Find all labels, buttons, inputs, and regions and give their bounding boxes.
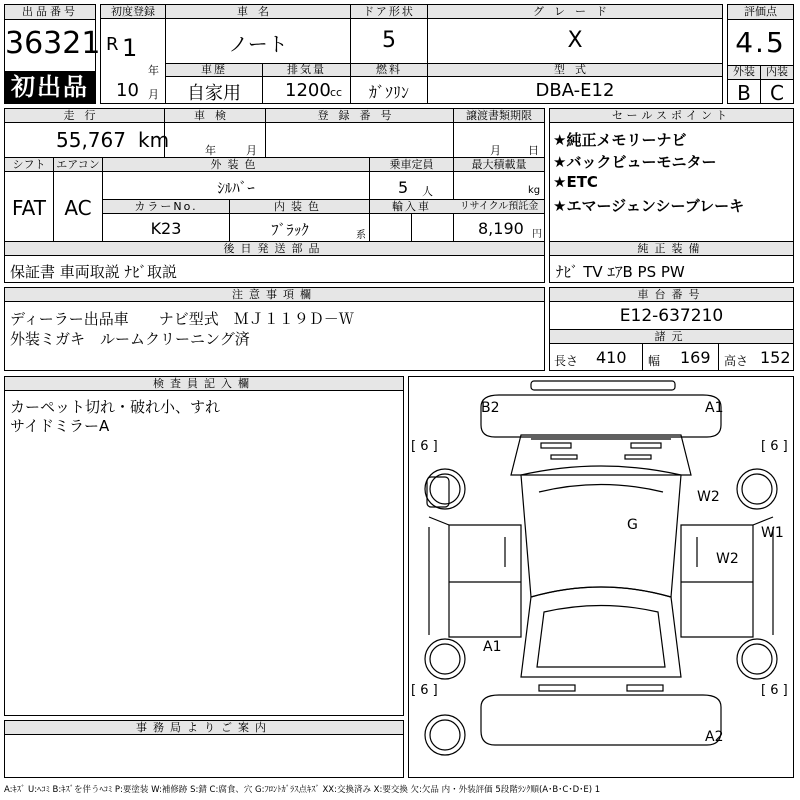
mark-w1: W1 <box>761 525 784 541</box>
max-load-label: 最大積載量 <box>471 158 527 171</box>
era: R <box>106 34 119 55</box>
lot-number-box <box>4 4 101 104</box>
mark-a1-front: A1 <box>705 400 724 416</box>
transfer-day-unit: 日 <box>528 144 539 157</box>
length: 410 <box>596 348 627 367</box>
transfer-label: 譲渡書類期限 <box>466 109 532 122</box>
mark-b2: B2 <box>481 400 500 416</box>
reg-number-label: 登録番号 <box>317 109 402 122</box>
capacity-label: 乗車定員 <box>389 158 434 171</box>
model-code: DBA-E12 <box>535 80 615 101</box>
notes-line-2: 外装ミガキ ルームクリーニング済 <box>10 330 250 348</box>
exterior-color: ｼﾙﾊﾞｰ <box>217 179 255 197</box>
int-label: 内装 <box>766 65 788 78</box>
mileage-unit: km <box>138 128 170 152</box>
lot-number-header: 出品番号 <box>5 5 95 20</box>
interior-color-suffix: 系 <box>356 230 366 241</box>
aircon-label: エアコン <box>56 158 100 171</box>
later-parts-label: 後日発送部品 <box>223 242 326 255</box>
tire-rl: [ 6 ] <box>411 683 438 698</box>
model-code-label: 型式 <box>554 63 596 76</box>
reg-month: 10 <box>116 80 139 101</box>
exterior-color-label: 外装色 <box>210 158 262 171</box>
mileage: 55,767 <box>56 128 126 152</box>
displacement-unit: cc <box>330 86 343 99</box>
car-name-label: 車名 <box>237 5 279 18</box>
grade: X <box>567 28 583 53</box>
equipment: ﾅﾋﾞ TV ｴｱB PS PW <box>556 263 685 281</box>
color-no: K23 <box>150 219 182 238</box>
score-value: 4.5 <box>735 26 786 59</box>
inspection-year-unit: 年 <box>205 144 216 157</box>
width: 169 <box>680 348 711 367</box>
score-box <box>727 4 794 104</box>
car-outline <box>409 377 793 777</box>
recycle-label: リサイクル預託金 <box>459 201 539 212</box>
displacement-label: 排気量 <box>287 63 326 76</box>
lot-number: 36321 <box>5 26 101 61</box>
mark-a1-rear: A1 <box>483 639 502 655</box>
notes-line-1: ディーラー出品車 ナビ型式 ＭＪ１１９Ｄ－Ｗ <box>10 310 354 328</box>
shift-label: シフト <box>12 158 46 171</box>
length-label: 長さ <box>554 354 579 368</box>
office-label: 事務局よりご案内 <box>136 721 272 734</box>
color-no-label: カラーNo. <box>134 200 198 213</box>
mark-a2: A2 <box>705 729 724 745</box>
tire-fr: [ 6 ] <box>761 439 788 454</box>
max-load-unit: kg <box>528 185 541 196</box>
sales-point-2: ★バックビューモニター <box>553 153 717 171</box>
tire-rr: [ 6 ] <box>761 683 788 698</box>
score-label: 評価点 <box>728 5 793 20</box>
int-score: C <box>770 81 784 105</box>
mark-w2-side: W2 <box>716 551 739 567</box>
recycle-unit: 円 <box>532 229 542 240</box>
ext-label: 外装 <box>733 65 755 78</box>
fuel: ｶﾞｿﾘﾝ <box>368 83 409 102</box>
equipment-label: 純正装備 <box>637 242 706 255</box>
reg-month-unit: 月 <box>148 88 159 101</box>
capacity: 5 <box>398 178 409 197</box>
sales-point-3: ★ETC <box>553 173 598 191</box>
width-label: 幅 <box>648 354 661 368</box>
sales-point-1: ★純正メモリーナビ <box>553 131 687 149</box>
fuel-label: 燃料 <box>376 63 402 76</box>
sales-points-label: セールスポイント <box>611 109 731 122</box>
ext-score: B <box>737 81 751 105</box>
inspector-line-2: サイドミラーA <box>10 417 110 435</box>
mark-g: G <box>627 517 638 533</box>
shift: FAT <box>11 196 46 220</box>
history: 自家用 <box>187 83 241 104</box>
notes-label: 注意事項欄 <box>232 288 317 301</box>
inspector-line-1: カーペット切れ・破れ小、すれ <box>10 398 221 416</box>
grade-label: グレード <box>533 5 617 18</box>
tire-fl: [ 6 ] <box>411 439 438 454</box>
car-name: ノート <box>228 32 288 56</box>
chassis-label: 車台番号 <box>637 288 706 301</box>
capacity-unit: 人 <box>422 185 433 198</box>
mileage-label: 走行 <box>63 109 106 122</box>
later-parts: 保証書 車両取説 ﾅﾋﾞ取説 <box>10 263 178 281</box>
dims-label: 諸元 <box>654 330 689 343</box>
inspection-label: 車検 <box>194 109 236 122</box>
mark-w2-top: W2 <box>697 489 720 505</box>
sales-point-4: ★エマージェンシーブレーキ <box>553 197 745 215</box>
history-label: 車歴 <box>201 63 227 76</box>
interior-color: ﾌﾞﾗｯｸ <box>271 221 309 239</box>
chassis-number: E12-637210 <box>619 306 724 326</box>
first-reg-label: 初度登録 <box>111 5 155 18</box>
doors-label: ドア形状 <box>363 5 415 18</box>
transfer-month-unit: 月 <box>490 144 501 157</box>
aircon: AC <box>64 196 92 220</box>
reg-year: 1 <box>122 34 138 62</box>
inspection-month-unit: 月 <box>246 144 257 157</box>
legend: A:ｷｽﾞ U:ﾍｺﾐ B:ｷｽﾞを伴うﾍｺﾐ P:要塗装 W:補修跡 S:錆 C:腐食、穴 G:ﾌﾛﾝﾄｶﾞﾗｽ点ｷｽﾞ XX:交換済み X:要交換 欠:欠品 内・外装評価 5段階ﾗﾝｸ順(A･B･C･D･E) 1 <box>4 785 601 795</box>
displacement: 1200 <box>285 80 331 101</box>
height-label: 高さ <box>724 354 749 368</box>
reg-year-unit: 年 <box>148 64 159 77</box>
interior-color-label: 内装色 <box>274 200 325 213</box>
car-diagram <box>408 376 794 778</box>
height: 152 <box>760 348 791 367</box>
inspector-label: 検査員記入欄 <box>153 377 255 390</box>
first-listing-badge: 初出品 <box>5 71 95 103</box>
recycle-value: 8,190 <box>478 219 524 238</box>
import-label: 輸入車 <box>392 200 431 213</box>
doors: 5 <box>382 28 396 53</box>
